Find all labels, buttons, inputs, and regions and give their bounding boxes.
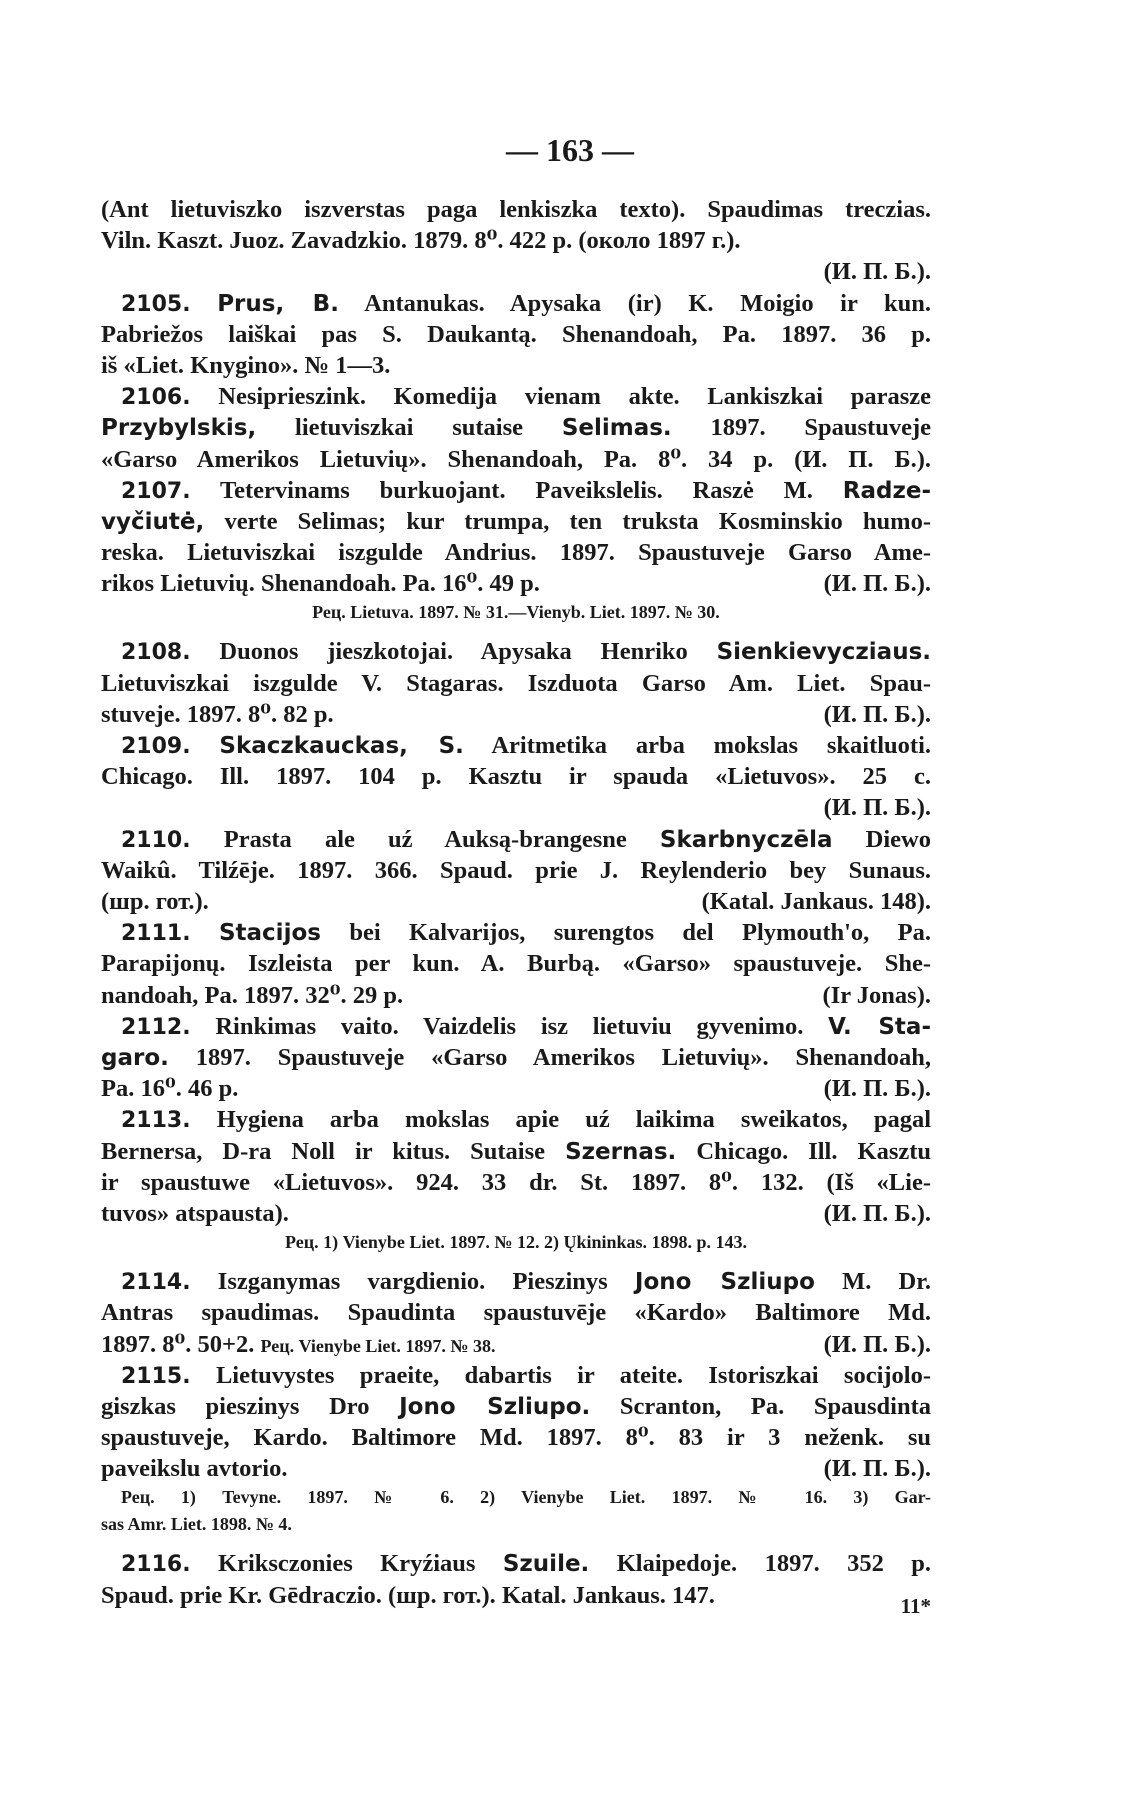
entry-author: Radze- (842, 477, 931, 504)
entry-text: lietuviszkai sutaise (295, 414, 524, 442)
entry-text: Kasztu (857, 1137, 931, 1165)
entry-text: Diewo (865, 825, 931, 853)
entry-author: Szuile. (502, 1551, 590, 1578)
entry-author: vyčiutė, (101, 508, 205, 535)
entry-number: 2110. (121, 827, 191, 853)
entry-2109 (101, 730, 931, 824)
entry-line (101, 288, 931, 319)
entry-line: spaustuveje, Kardo. Baltimore Md. 1897. 8⁰. 83 ir 3 neženk. su (101, 1424, 931, 1452)
source-mark: (И. П. Б.). (823, 794, 931, 822)
entry-text: giszkas pieszinys Dro (101, 1392, 370, 1420)
entry-line (101, 886, 931, 917)
entry-line: Parapijonų. Iszleista per kun. A. Burbą. «Garso» spaustuveje. She- (101, 950, 931, 978)
entry-number: 2106. (121, 385, 191, 411)
entry-text: stuveje. 1897. 8⁰. 82 p. (101, 700, 334, 728)
entry-author: Skaczkauckas, S. (219, 733, 464, 760)
review-note: Рец. Vienybe Liet. 1897. № 38. (260, 1335, 496, 1356)
entry-2116 (101, 1548, 931, 1610)
entry-author: Jono Szliupo. (399, 1393, 591, 1420)
entry-author: Jono Szliupo (634, 1269, 815, 1296)
entry-2106 (101, 381, 931, 475)
text-line: (Ant lietuviszko iszverstas paga lenkiszka texto). Spaudimas treczias. (101, 196, 931, 223)
entry-number: 2112. (121, 1014, 191, 1040)
entry-line (101, 381, 931, 412)
source-mark: (И. П. Б.). (823, 700, 931, 728)
source-mark: (И. П. Б.). (823, 1330, 931, 1358)
entry-line: «Garso Amerikos Lietuvių». Shenandoah, Pa. 8⁰. 34 p. (И. П. Б.). (101, 445, 931, 473)
entry-2111 (101, 917, 931, 1011)
entry-line (101, 1136, 931, 1167)
entry-number: 2116. (121, 1552, 191, 1578)
entry-number: 2113. (121, 1108, 191, 1134)
review-note (101, 1484, 931, 1538)
entry-line: iš «Liet. Knygino». № 1—3. (101, 351, 391, 379)
entry-text: Nesiprieszink. Komedija vienam akte. Lankiszkai parasze (218, 383, 931, 411)
entry-text: Kriksczonies Kryźiaus (218, 1550, 476, 1578)
entry-line: Waikû. Tilźēje. 1897. 366. Spaud. prie J. Reylenderio bey Sunaus. (101, 856, 931, 884)
entry-author: Sienkievycziaus. (716, 639, 931, 666)
source-mark: (И. П. Б.). (823, 570, 931, 598)
entry-text: Rinkimas vaito. Vaizdelis isz lietuviu gyvenimo. (215, 1012, 804, 1040)
entry-text: Chicago. Ill. (696, 1137, 838, 1165)
entry-text: tuvos» atspausta). (101, 1199, 289, 1227)
source-mark: (И. П. Б.). (823, 258, 931, 286)
entry-line (101, 1453, 931, 1484)
source-mark: (И. П. Б.). (823, 1455, 931, 1483)
entry-title: Skarbnyczēla (659, 826, 833, 853)
entry-line (101, 824, 931, 855)
entry-line (101, 730, 931, 761)
entry-text: 1897. 8⁰. 50+2. (101, 1330, 255, 1358)
entry-line (101, 1042, 931, 1073)
review-note: Рец. Lietuva. 1897. № 31.—Vienyb. Liet. 1897. № 30. (312, 602, 720, 623)
entry-2107 (101, 475, 931, 627)
source-mark: (И. П. Б.). (823, 1199, 931, 1227)
entry-number: 2107. (121, 478, 191, 504)
entry-text: nandoah, Pa. 1897. 32⁰. 29 p. (101, 981, 404, 1009)
entry-number: 2108. (121, 640, 191, 666)
entry-line: Antras spaudimas. Spaudinta spaustuvēje «Kardo» Baltimore Md. (101, 1299, 931, 1327)
entry-line (101, 568, 931, 599)
entry-text: Bernersa, D-ra Noll ir kitus. Sutaise (101, 1137, 546, 1165)
entry-2110 (101, 824, 931, 918)
entry-author: Prus, B. (217, 290, 339, 317)
review-line: sas Amr. Liet. 1898. № 4. (101, 1514, 292, 1535)
entry-line (101, 506, 931, 537)
text-line: Viln. Kaszt. Juoz. Zavadzkio. 1879. 8⁰. 422 p. (около 1897 г.). (101, 227, 741, 255)
entry-line: ir spaustuwe «Lietuvos». 924. 33 dr. St. 1897. 8⁰. 132. (Iš «Lie- (101, 1168, 931, 1196)
entry-line (101, 1073, 931, 1104)
entry-text: Pa. 16⁰. 46 p. (101, 1075, 239, 1103)
source-mark: (Katal. Jankaus. 148). (701, 888, 931, 915)
bibliography-body (101, 194, 931, 1611)
entry-line: Pabriežos laiškai pas S. Daukantą. Shenandoah, Pa. 1897. 36 p. (101, 320, 931, 348)
entry-text: verte Selimas; kur trumpa, ten truksta Kosminskio humo- (224, 507, 931, 535)
entry-text: paveikslu avtorio. (101, 1455, 288, 1483)
entry-number: 2115. (121, 1363, 191, 1389)
page-number: — 163 — (506, 132, 634, 168)
entry-line (101, 917, 931, 948)
entry-2114 (101, 1266, 931, 1360)
entry-text: bei Kalvarijos, surengtos del Plymouth'o, Pa. (349, 919, 931, 947)
entry-line (101, 1360, 931, 1391)
entry-author: Szernas. (565, 1138, 677, 1165)
entry-number: 2109. (121, 734, 191, 760)
entry-text: rikos Lietuvių. Shenandoah. Pa. 16⁰. 49 p. (101, 570, 540, 598)
entry-text: Aritmetika arba mokslas skaitluoti. (491, 732, 931, 760)
entry-number: 2114. (121, 1270, 191, 1296)
entry-line (101, 1104, 931, 1135)
entry-2108 (101, 636, 931, 730)
entry-author: Przybylskis, (101, 415, 257, 442)
review-line: Рец. 1) Tevyne. 1897. № 6. 2) Vienybe Liet. 1897. № 16. 3) Gar- (121, 1487, 931, 1508)
entry-2113 (101, 1104, 931, 1256)
entry-line (101, 475, 931, 506)
entry-translator: Selimas. (561, 415, 672, 442)
entry-text: Scranton, Pa. Spausdinta (619, 1392, 931, 1420)
source-mark: (Ir Jonas). (822, 981, 931, 1009)
entry-line (101, 699, 931, 730)
review-note: Рец. 1) Vienybe Liet. 1897. № 12. 2) Ųkininkas. 1898. p. 143. (284, 1232, 748, 1253)
entry-line (101, 412, 931, 443)
source-mark: (И. П. Б.). (823, 1075, 931, 1103)
entry-2112 (101, 1011, 931, 1105)
entry-text: M. Dr. (842, 1268, 931, 1296)
entry-line (101, 1266, 931, 1297)
entry-line: reska. Lietuviszkai iszgulde Andrius. 1897. Spaustuveje Garso Ame- (101, 539, 931, 567)
entry-title: Stacijos (218, 920, 321, 947)
entry-text: Iszganymas vargdienio. Pieszinys (217, 1268, 608, 1296)
entry-number: 2111. (121, 921, 191, 947)
signature-mark: 11* (900, 1594, 931, 1618)
entry-text: 1897. Spaustuveje (710, 414, 931, 442)
entry-text: Lietuvystes praeite, dabartis ir ateite. Istoriszkai socijolo- (215, 1361, 931, 1389)
entry-2115 (101, 1360, 931, 1539)
entry-text: Klaipedoje. 1897. 352 p. (616, 1550, 931, 1578)
entry-line (101, 1548, 931, 1579)
entry-text: Antanukas. Apysaka (ir) K. Moigio ir kun. (364, 289, 931, 317)
entry-text: Tetervinams burkuojant. Paveikslelis. Raszė M. (220, 476, 813, 504)
entry-text: (шр. гот.). (101, 888, 209, 915)
entry-line (101, 980, 931, 1011)
entry-line (101, 636, 931, 667)
entry-text: Prasta ale uź Auksą-brangesne (223, 825, 627, 853)
entry-line (101, 1011, 931, 1042)
entry-text: Hygiena arba mokslas apie uź laikima sweikatos, pagal (216, 1106, 931, 1134)
entry-author: garo. (101, 1044, 169, 1071)
entry-2105 (101, 288, 931, 382)
entry-author: V. Sta- (828, 1013, 931, 1040)
entry-line (101, 1329, 931, 1360)
entry-number: 2105. (121, 291, 191, 317)
entry-text: Duonos jieszkotojai. Apysaka Henriko (219, 638, 688, 666)
entry-text: 1897. Spaustuveje «Garso Amerikos Lietuvių». Shenandoah, (195, 1043, 931, 1071)
entry-line: Spaud. prie Kr. Gēdraczio. (шр. гот.). Katal. Jankaus. 147. (101, 1581, 715, 1609)
entry-line: Lietuviszkai iszgulde V. Stagaras. Iszduota Garso Am. Liet. Spau- (101, 669, 931, 697)
entry-line (101, 1391, 931, 1422)
entry-line (101, 1198, 931, 1229)
entry-line: Chicago. Ill. 1897. 104 p. Kasztu ir spauda «Lietuvos». 25 c. (101, 763, 931, 791)
